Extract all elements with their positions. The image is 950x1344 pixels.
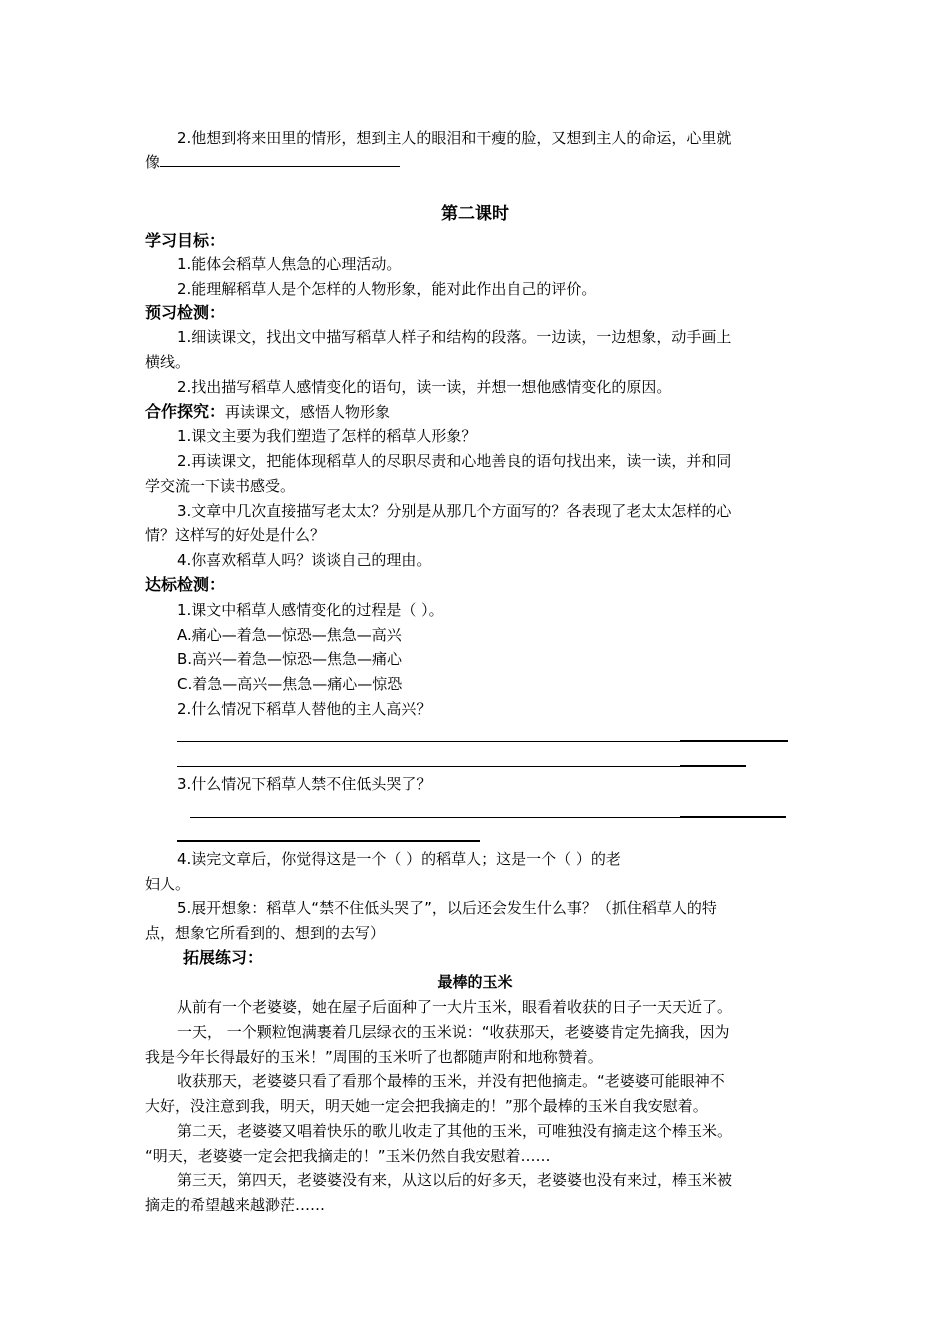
coop-item-2-line1: 2.再读课文，把能体现稻草人的尽职尽责和心地善良的语句找出来，读一读，并和同 bbox=[177, 452, 732, 470]
story-p5-line1: 第三天，第四天，老婆婆没有来，从这以后的好多天，老婆婆也没有来过，棒玉米被 bbox=[177, 1171, 733, 1189]
top-q2-line1: 2.他想到将来田里的情形，想到主人的眼泪和干瘦的脸，又想到主人的命运，心里就 bbox=[177, 129, 732, 147]
goal-item-1: 1.能体会稻草人焦急的心理活动。 bbox=[177, 255, 402, 273]
goals-heading: 学习目标： bbox=[145, 231, 226, 250]
story-p5-line2: 摘走的希望越来越渺茫…… bbox=[145, 1196, 326, 1214]
top-q2-line2 bbox=[145, 150, 810, 174]
test-q1-option-b: B.高兴—着急—惊恐—焦急—痛心 bbox=[177, 650, 403, 668]
story-p3-line1: 收获那天，老婆婆只看了看那个最棒的玉米，并没有把他摘走。“老婆婆可能眼神不 bbox=[177, 1072, 725, 1090]
test-q1-option-a: A.痛心—着急—惊恐—焦急—高兴 bbox=[177, 626, 402, 644]
test-q5-line1: 5.展开想象：稻草人“禁不住低头哭了”，以后还会发生什么事？（抓住稻草人的特 bbox=[177, 899, 717, 917]
answer-line bbox=[177, 766, 680, 767]
preview-heading: 预习检测： bbox=[145, 303, 226, 322]
test-q1-option-c: C.着急—高兴—焦急—痛心—惊恐 bbox=[177, 675, 403, 693]
lesson-title: 第二课时 bbox=[441, 204, 509, 224]
story-title: 最棒的玉米 bbox=[437, 973, 513, 991]
coop-heading-line bbox=[145, 400, 810, 424]
preview-item-1-line1: 1.细读课文，找出文中描写稻草人样子和结构的段落。一边读，一边想象，动手画上 bbox=[177, 328, 732, 346]
coop-item-4: 4.你喜欢稻草人吗？谈谈自己的理由。 bbox=[177, 551, 432, 569]
coop-heading: 合作探究： bbox=[145, 402, 226, 421]
answer-line bbox=[177, 741, 680, 742]
test-q4-line2: 妇人。 bbox=[145, 875, 191, 893]
answer-line bbox=[177, 840, 480, 842]
goal-item-2: 2.能理解稻草人是个怎样的人物形象，能对此作出自己的评价。 bbox=[177, 280, 597, 298]
story-p4-line1: 第二天，老婆婆又唱着快乐的歌儿收走了其他的玉米，可唯独没有摘走这个棒玉米。 bbox=[177, 1122, 733, 1140]
coop-heading-rest: 再读课文，感悟人物形象 bbox=[225, 403, 391, 421]
story-p2-line2: 我是今年长得最好的玉米！”周围的玉米听了也都随声附和地称赞着。 bbox=[145, 1048, 603, 1066]
coop-item-3-line1: 3.文章中几次直接描写老太太？分别是从那几个方面写的？各表现了老太太怎样的心 bbox=[177, 502, 732, 520]
coop-item-3-line2: 情？这样写的好处是什么？ bbox=[145, 526, 326, 544]
top-q2-prefix: 像 bbox=[145, 153, 161, 171]
test-heading: 达标检测： bbox=[145, 575, 226, 594]
story-p3-line2: 大好，没注意到我，明天，明天她一定会把我摘走的！”那个最棒的玉米自我安慰着。 bbox=[145, 1097, 708, 1115]
test-q3: 3.什么情况下稻草人禁不住低头哭了？ bbox=[177, 775, 432, 793]
answer-line bbox=[680, 816, 786, 818]
test-q4-line1: 4.读完文章后，你觉得这是一个（ ）的稻草人；这是一个（ ）的老 bbox=[177, 850, 621, 868]
preview-item-1-line2: 横线。 bbox=[145, 353, 191, 371]
test-q1: 1.课文中稻草人感情变化的过程是（ ）。 bbox=[177, 601, 444, 619]
story-p2-line1: 一天， 一个颗粒饱满裹着几层绿衣的玉米说：“收获那天，老婆婆肯定先摘我，因为 bbox=[177, 1023, 730, 1041]
story-p1: 从前有一个老婆婆，她在屋子后面种了一大片玉米，眼看着收获的日子一天天近了。 bbox=[177, 998, 733, 1016]
test-q5-line2: 点，想象它所看到的、想到的去写） bbox=[145, 924, 386, 942]
answer-line bbox=[190, 817, 680, 818]
coop-item-1: 1.课文主要为我们塑造了怎样的稻草人形象？ bbox=[177, 427, 477, 445]
answer-blank bbox=[160, 150, 400, 167]
extend-heading: 拓展练习： bbox=[183, 948, 264, 967]
answer-line bbox=[680, 740, 788, 742]
test-q2: 2.什么情况下稻草人替他的主人高兴？ bbox=[177, 700, 432, 718]
story-p4-line2: “明天，老婆婆一定会把我摘走的！”玉米仍然自我安慰着…… bbox=[145, 1147, 551, 1165]
answer-line bbox=[680, 765, 746, 767]
coop-item-2-line2: 学交流一下读书感受。 bbox=[145, 477, 296, 495]
preview-item-2: 2.找出描写稻草人感情变化的语句，读一读，并想一想他感情变化的原因。 bbox=[177, 378, 672, 396]
